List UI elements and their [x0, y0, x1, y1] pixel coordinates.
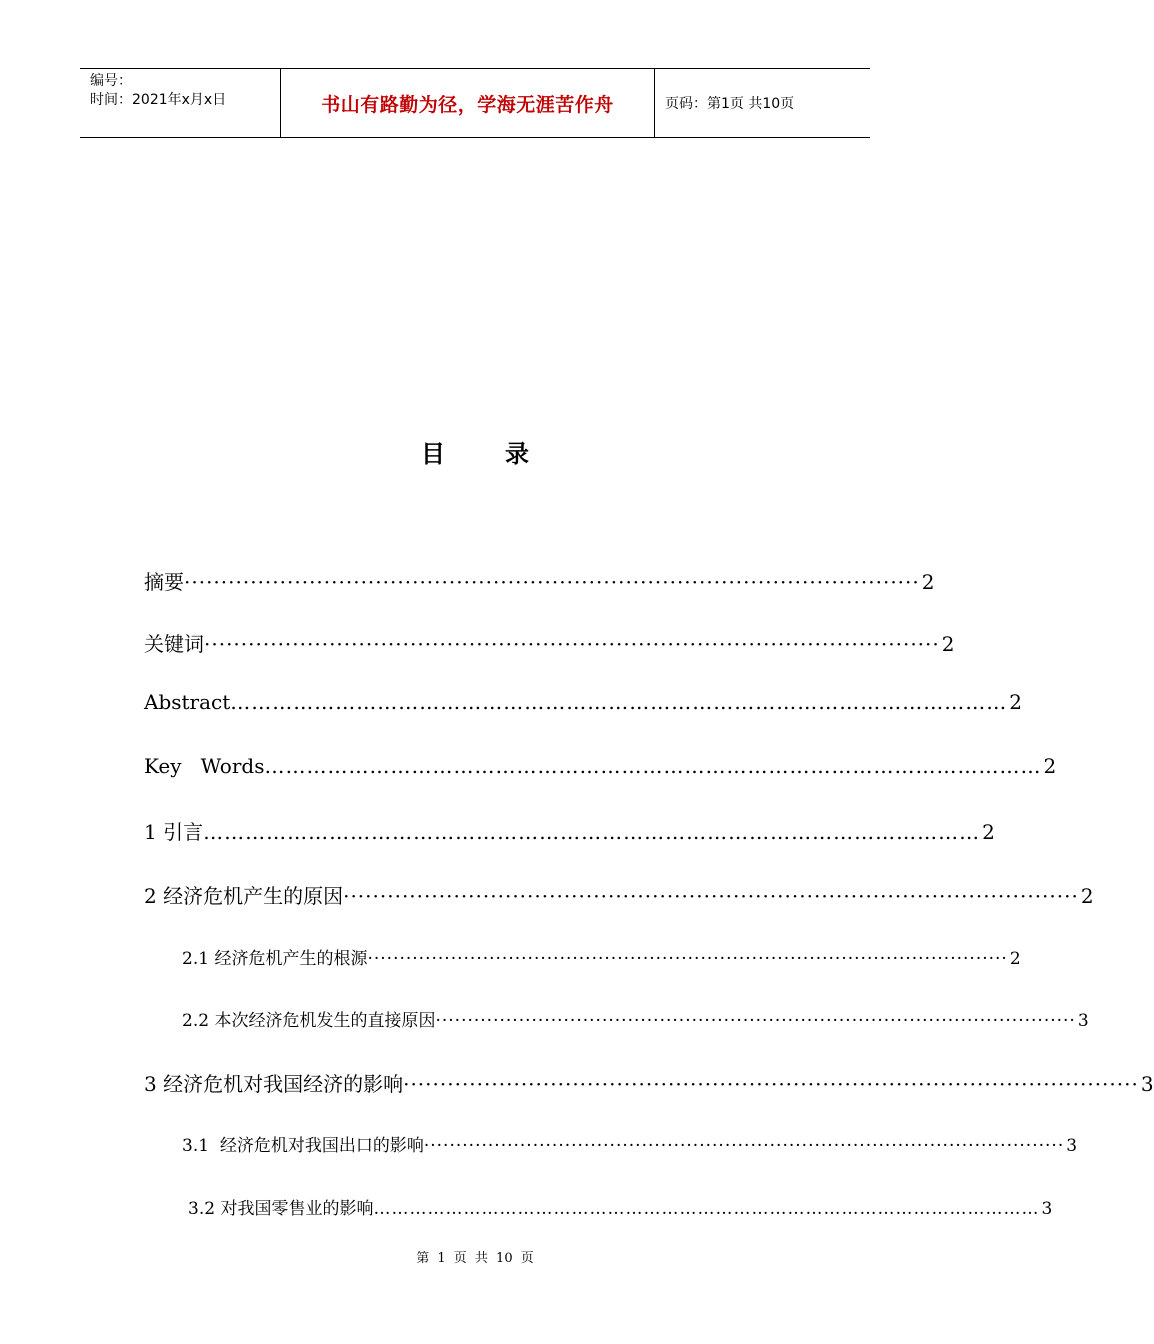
toc-leader-dots: ····································································································: [204, 632, 940, 656]
toc-entry[interactable]: [144, 628, 955, 657]
toc-title: [0, 434, 950, 469]
toc-entry-page: 3: [1077, 1011, 1089, 1031]
toc-leader-dots: …………………………………………………………………………………………………: [264, 754, 1042, 778]
toc-entry[interactable]: [144, 690, 1023, 714]
toc-leader-dots: …………………………………………………………………………………………………: [230, 690, 1008, 714]
toc-entry-label: 1 引言: [144, 820, 204, 844]
toc-entry[interactable]: [182, 1006, 1089, 1031]
toc-entry-page: 2: [1043, 754, 1057, 778]
page-footer: 第 1 页 共 10 页: [416, 1251, 534, 1266]
toc-entry-label: 2 经济危机产生的原因: [144, 884, 344, 908]
document-time-label: 时间：2021年x月x日: [90, 92, 227, 108]
toc-entry[interactable]: [182, 1131, 1078, 1156]
toc-entry-page: 3: [1140, 1072, 1154, 1096]
document-number-label: 编号：: [90, 73, 132, 89]
toc-leader-dots: …………………………………………………………………………………………………: [203, 820, 981, 844]
header-page-cell: [655, 69, 870, 137]
toc-leader-dots: ····································································································: [435, 1011, 1076, 1031]
toc-entry[interactable]: [188, 1194, 1053, 1219]
toc-entry-label: 摘要: [144, 570, 184, 594]
toc-entry-page: 2: [921, 570, 935, 594]
toc-title-char-2: 录: [505, 440, 529, 468]
header-motto: 书山有路勤为径，学海无涯苦作舟: [321, 93, 614, 116]
toc-entry[interactable]: [144, 566, 935, 595]
toc-leader-dots: ····································································································: [423, 1136, 1065, 1156]
toc-leader-dots: ····································································································: [367, 949, 1008, 969]
toc-entry-label: 3.2 对我国零售业的影响: [188, 1199, 374, 1219]
toc-entry-label: 3.1 经济危机对我国出口的影响: [182, 1136, 424, 1156]
toc-entry-page: 2: [1080, 884, 1094, 908]
header-motto-cell: [281, 69, 655, 137]
toc-entry-label: 3 经济危机对我国经济的影响: [144, 1072, 404, 1096]
toc-entry-page: 2: [1009, 690, 1023, 714]
toc-entry-page: 3: [1066, 1136, 1078, 1156]
toc-entry-label: 2.2 本次经济危机发生的直接原因: [182, 1011, 436, 1031]
toc-leader-dots: ····································································································: [343, 884, 1079, 908]
toc-entry-page: 3: [1041, 1199, 1053, 1219]
header-page-info: 页码：第1页 共10页: [665, 96, 795, 112]
toc-entry-page: 2: [982, 820, 995, 844]
toc-entry-label: 2.1 经济危机产生的根源: [182, 949, 368, 969]
toc-entry[interactable]: [182, 944, 1021, 969]
page-header: [80, 68, 870, 138]
toc-leader-dots: ····································································································: [403, 1072, 1139, 1096]
toc-entry[interactable]: [144, 754, 1057, 778]
toc-entry-label: Abstract: [144, 690, 231, 714]
toc-entry-page: 2: [1009, 949, 1021, 969]
toc-title-char-1: 目: [421, 440, 445, 468]
toc-leader-dots: …………………………………………………………………………………………………: [373, 1199, 1040, 1219]
toc-entry[interactable]: [144, 816, 995, 845]
toc-entry[interactable]: [144, 880, 1094, 909]
toc-entry[interactable]: [144, 1068, 1154, 1097]
toc-leader-dots: ····································································································: [184, 570, 920, 594]
toc-entry-label: 关键词: [144, 632, 204, 656]
header-meta-cell: [80, 69, 281, 137]
toc-entry-page: 2: [941, 632, 955, 656]
toc-entry-label: Key Words: [144, 754, 265, 778]
